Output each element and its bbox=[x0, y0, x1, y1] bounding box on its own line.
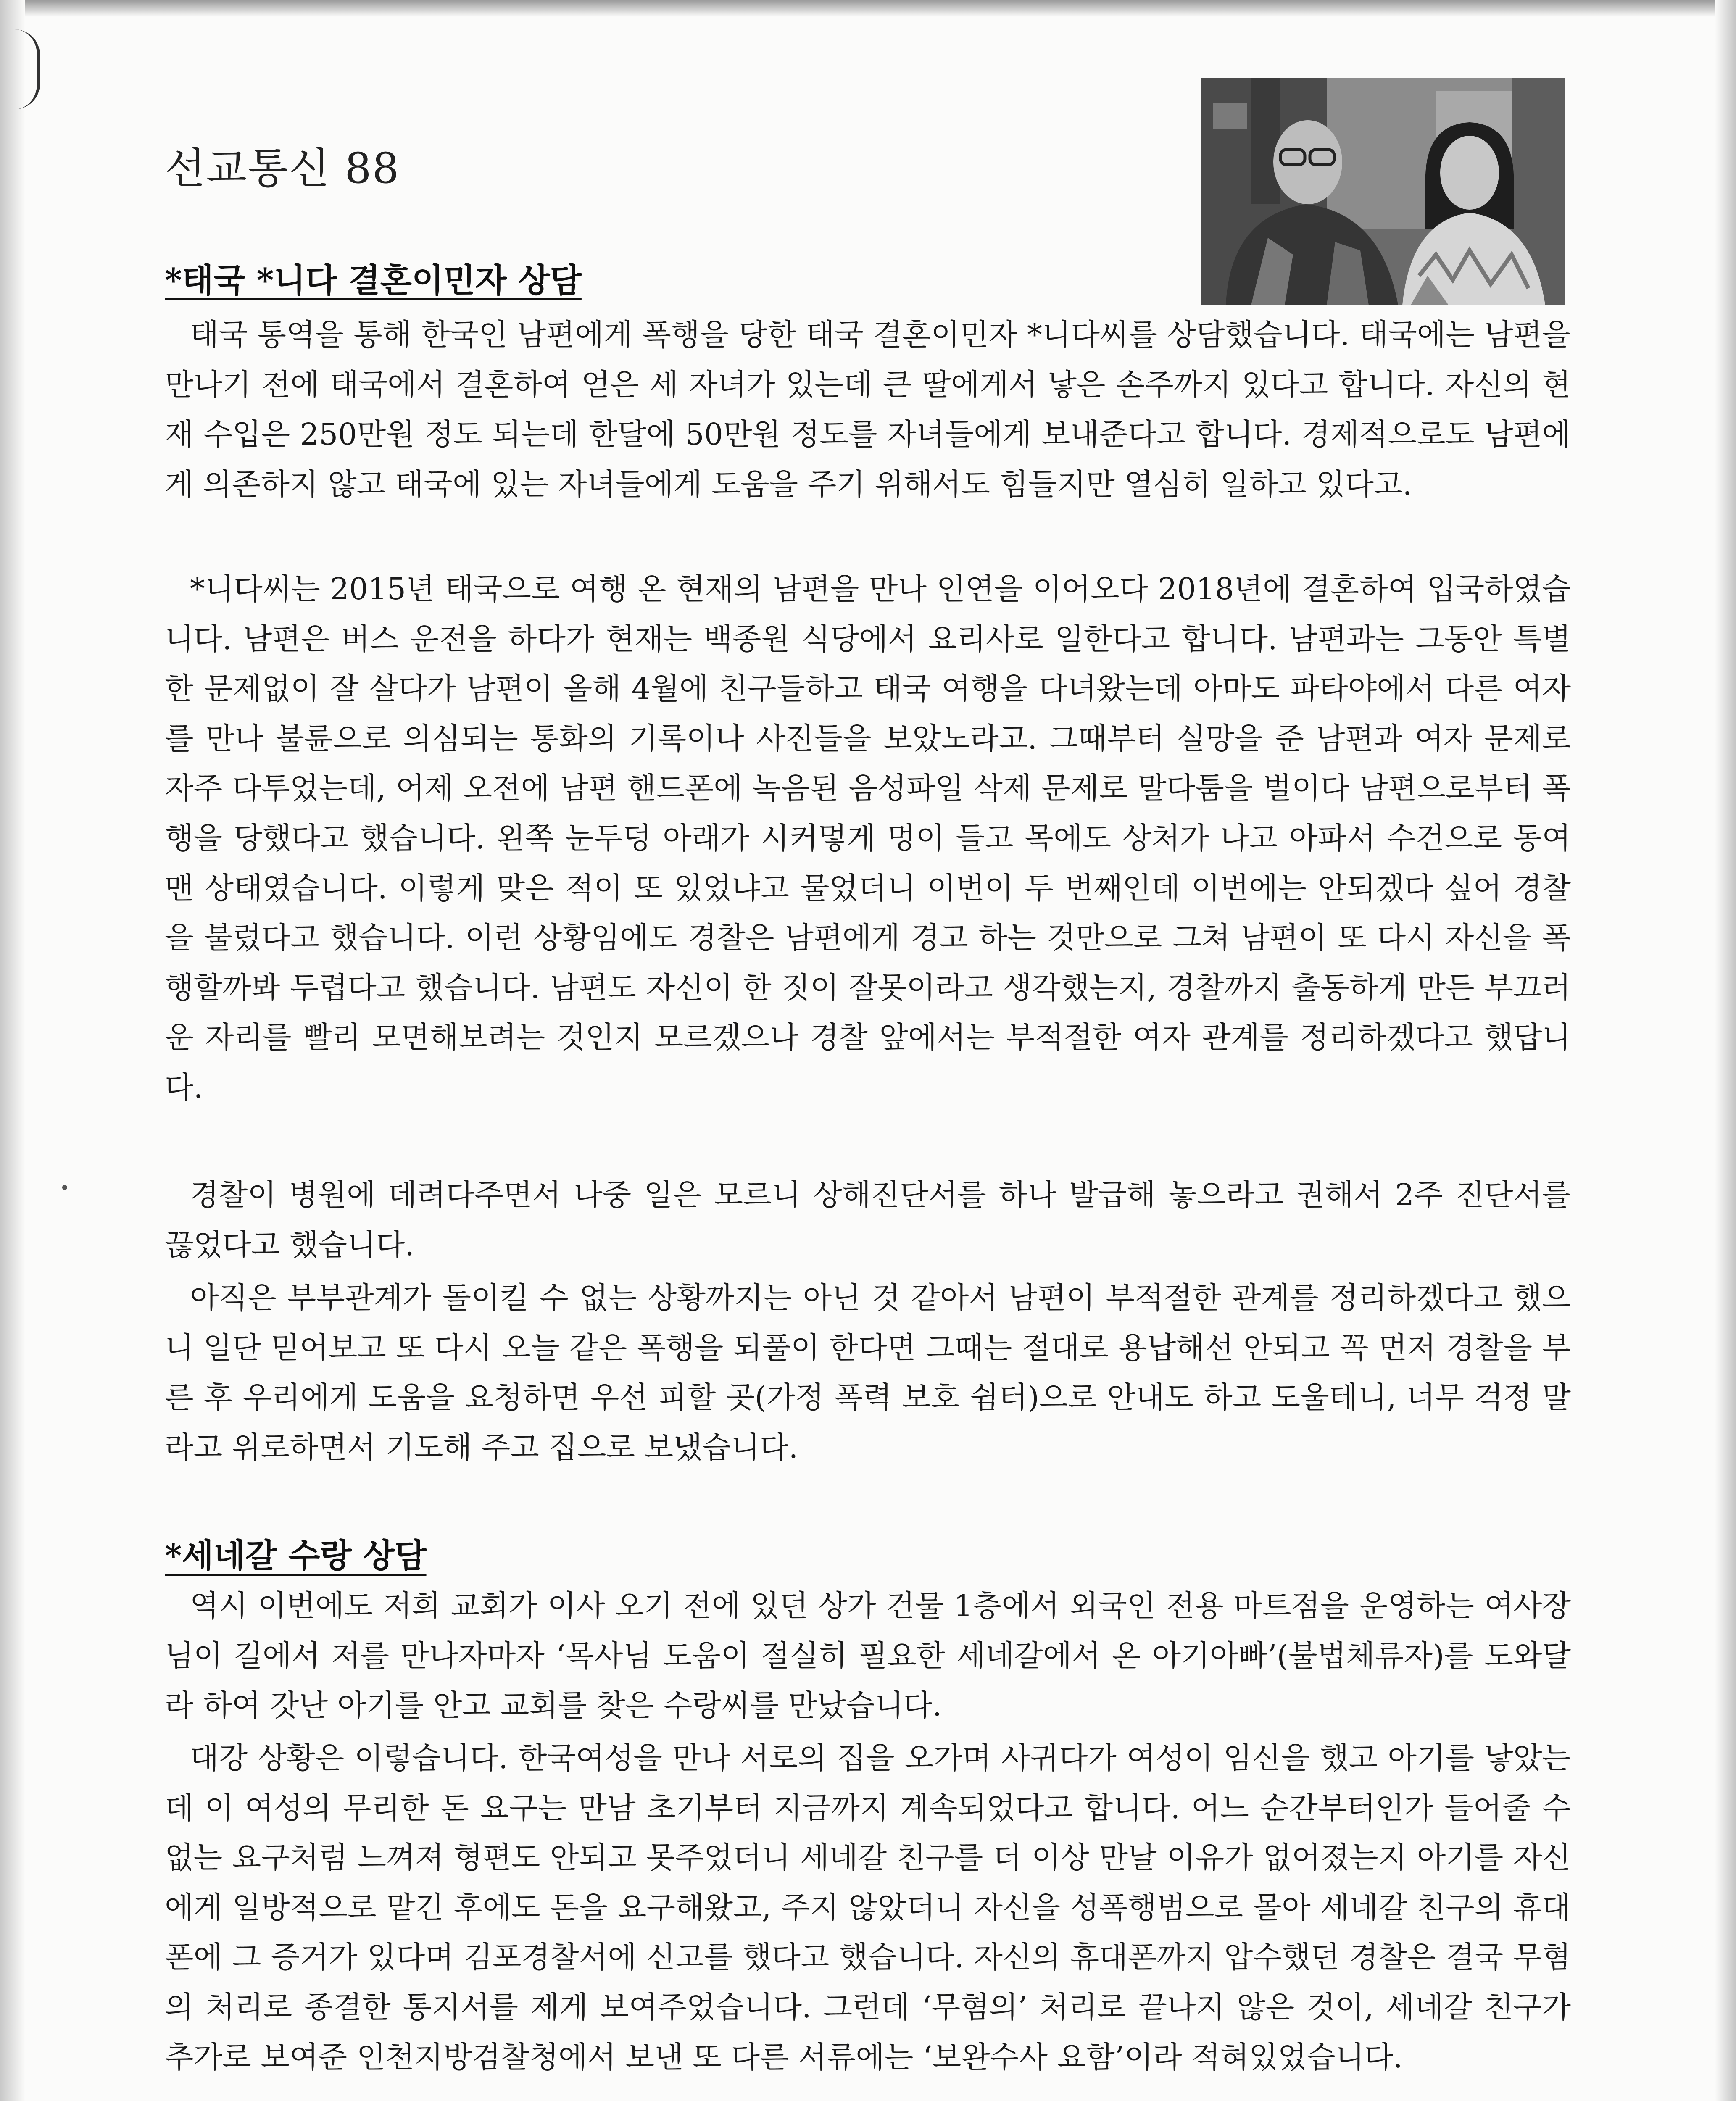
scan-shadow-right bbox=[1715, 0, 1736, 2101]
paragraph-4: 아직은 부부관계가 돌이킬 수 없는 상황까지는 아닌 것 같아서 남편이 부적절한 관계를 정리하겠다고 했으니 일단 믿어보고 또 다시 오늘 같은 폭행을 되풀이 한다면 그때는 절대로 용납해선 안되고 꼭 먼저 경찰을 부른 후 우리에게 도움을 요청하면 우선 피할 곳(가정 폭력 보호 쉼터)으로 안내도 하고 도울테니, 너무 걱정 말라고 위로하면서 기도해 주고 집으로 보냈습니다. bbox=[165, 1280, 1571, 1465]
paragraph-5: 역시 이번에도 저희 교회가 이사 오기 전에 있던 상가 건물 1층에서 외국인 전용 마트점을 운영하는 여사장님이 길에서 저를 만나자마자 ‘목사님 도움이 절실히 필요한 세네갈에서 온 아기아빠’(불법체류자)를 도와달라 하여 갓난 아기를 안고 교회를 찾은 수랑씨를 만났습니다. bbox=[165, 1588, 1571, 1723]
page-title: 선교통신 88 bbox=[165, 144, 400, 193]
scan-speck bbox=[62, 1185, 67, 1190]
paragraph-6: 대강 상황은 이렇습니다. 한국여성을 만나 서로의 집을 오가며 사귀다가 여성이 임신을 했고 아기를 낳았는데 이 여성의 무리한 돈 요구는 만남 초기부터 지금까지 계속되었다고 합니다. 어느 순간부터인가 들어줄 수 없는 요구처럼 느껴져 형편도 안되고 못주었더니 세네갈 친구를 더 이상 만날 이유가 없어졌는지 아기를 자신에게 일방적으로 맡긴 후에도 돈을 요구해왔고, 주지 않았더니 자신을 성폭행범으로 몰아 세네갈 친구의 휴대폰에 그 증거가 있다며 김포경찰서에 신고를 했다고 했습니다. 자신의 휴대폰까지 압수했던 경찰은 결국 무혐의 처리로 종결한 통지서를 제게 보여주었습니다. 그런데 ‘무혐의’ 처리로 끝나지 않은 것이, 세네갈 친구가 추가로 보여준 인천지방검찰청에서 보낸 또 다른 서류에는 ‘보완수사 요함’이라 적혀있었습니다. bbox=[165, 1740, 1571, 2075]
section-heading-senegal: *세네갈 수랑 상담 bbox=[165, 1537, 427, 1575]
paragraph-1: 태국 통역을 통해 한국인 남편에게 폭행을 당한 태국 결혼이민자 *니다씨를 상담했습니다. 태국에는 남편을 만나기 전에 태국에서 결혼하여 얻은 세 자녀가 있는데 큰 딸에게서 낳은 손주까지 있다고 합니다. 자신의 현재 수입은 250만원 정도 되는데 한달에 50만원 정도를 자녀들에게 보내준다고 합니다. 경제적으로도 남편에게 의존하지 않고 태국에 있는 자녀들에게 도움을 주기 위해서도 힘들지만 열심히 일하고 있다고. bbox=[165, 317, 1571, 502]
photo-of-two-people-icon bbox=[1201, 78, 1565, 305]
paragraph-3: 경찰이 병원에 데려다주면서 나중 일은 모르니 상해진단서를 하나 발급해 놓으라고 권해서 2주 진단서를 끊었다고 했습니다. bbox=[165, 1177, 1571, 1262]
paragraph-2: *니다씨는 2015년 태국으로 여행 온 현재의 남편을 만나 인연을 이어오다 2018년에 결혼하여 입국하였습니다. 남편은 버스 운전을 하다가 현재는 백종원 식당에서 요리사로 일한다고 합니다. 남편과는 그동안 특별한 문제없이 잘 살다가 남편이 올해 4월에 친구들하고 태국 여행을 다녀왔는데 아마도 파타야에서 다른 여자를 만나 불륜으로 의심되는 통화의 기록이나 사진들을 보았노라고. 그때부터 실망을 준 남편과 여자 문제로 자주 다투었는데, 어제 오전에 남편 핸드폰에 녹음된 음성파일 삭제 문제로 말다툼을 벌이다 남편으로부터 폭행을 당했다고 했습니다. 왼쪽 눈두덩 아래가 시커멓게 멍이 들고 목에도 상처가 나고 아파서 수건으로 동여맨 상태였습니다. 이렇게 맞은 적이 또 있었냐고 물었더니 이번이 두 번째인데 이번에는 안되겠다 싶어 경찰을 불렀다고 했습니다. 이런 상황임에도 경찰은 남편에게 경고 하는 것만으로 그쳐 남편이 또 다시 자신을 폭행할까봐 두렵다고 했습니다. 남편도 자신이 한 짓이 잘못이라고 생각했는지, 경찰까지 출동하게 만든 부끄러운 자리를 빨리 모면해보려는 것인지 모르겠으나 경찰 앞에서는 부적절한 여자 관계를 정리하겠다고 했답니다. bbox=[165, 571, 1571, 1105]
scan-shadow-top bbox=[0, 0, 1736, 17]
section-heading-thai: *태국 *니다 결혼이민자 상담 bbox=[165, 261, 582, 300]
binding-mark bbox=[8, 29, 40, 109]
scan-shadow-left bbox=[0, 0, 25, 2101]
